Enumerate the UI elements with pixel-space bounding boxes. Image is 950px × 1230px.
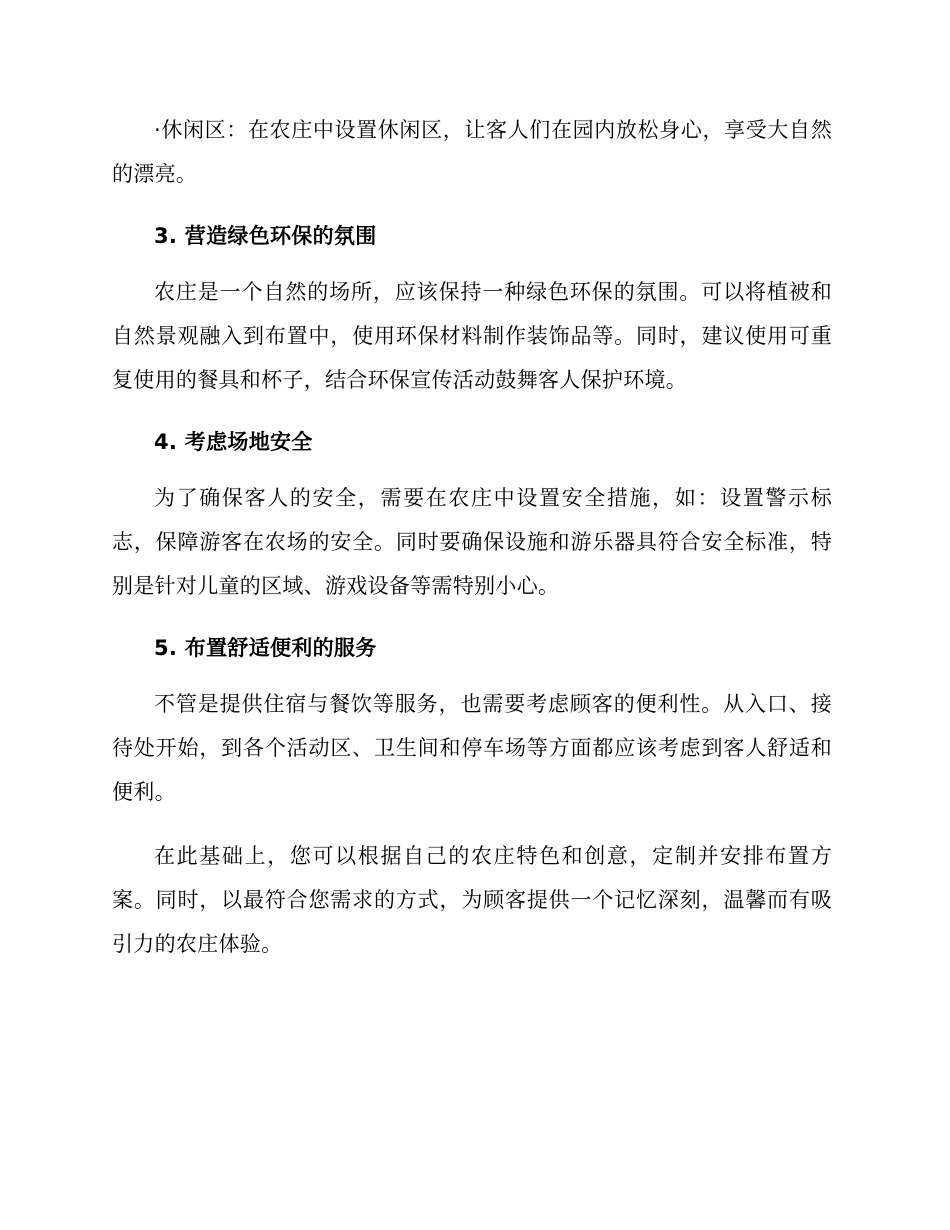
section-heading-4: 4. 考虑场地安全 [154, 430, 313, 454]
section-heading-5: 5. 布置舒适便利的服务 [154, 636, 377, 660]
document-page [112, 108, 832, 986]
paragraph-green-environment: 农庄是一个自然的场所，应该保持一种绿色环保的氛围。可以将植被和自然景观融入到布置中，使用环保材料制作装饰品等。同时，建议使用可重复使用的餐具和杯子，结合环保宣传活动鼓舞客人保护环境。 [112, 280, 832, 392]
section-heading-3: 3. 营造绿色环保的氛围 [154, 224, 377, 248]
paragraph-convenient-services: 不管是提供住宿与餐饮等服务，也需要考虑顾客的便利性。从入口、接待处开始，到各个活动区、卫生间和停车场等方面都应该考虑到客人舒适和便利。 [112, 692, 832, 804]
paragraph-conclusion: 在此基础上，您可以根据自己的农庄特色和创意，定制并安排布置方案。同时，以最符合您需求的方式，为顾客提供一个记忆深刻，温馨而有吸引力的农庄体验。 [112, 844, 832, 956]
paragraph-leisure-area: ·休闲区：在农庄中设置休闲区，让客人们在园内放松身心，享受大自然的漂亮。 [112, 118, 832, 186]
paragraph-site-safety: 为了确保客人的安全，需要在农庄中设置安全措施，如：设置警示标志，保障游客在农场的安全。同时要确保设施和游乐器具符合安全标准，特别是针对儿童的区域、游戏设备等需特别小心。 [112, 486, 832, 598]
